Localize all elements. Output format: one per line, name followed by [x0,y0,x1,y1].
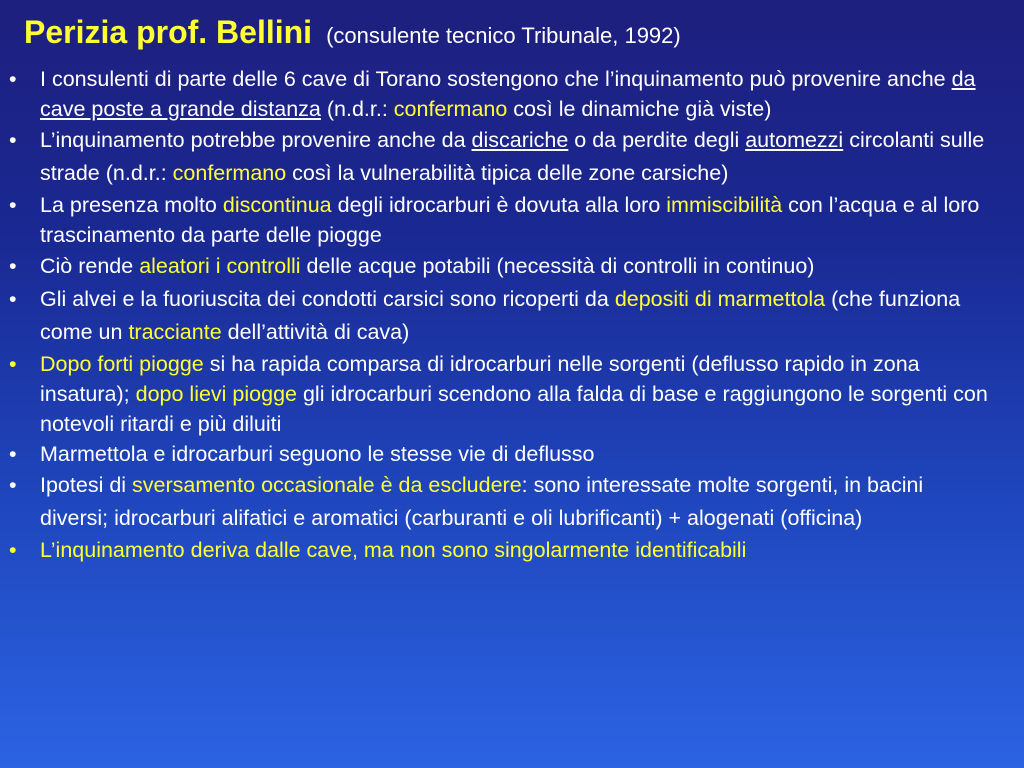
bullet-3-highlight: discontinua [222,193,332,217]
bullet-item-5 [0,283,1024,349]
bullet-9-highlight: L’inquinamento deriva dalle cave, ma non sono singolarmente identificabili [40,538,747,562]
bullet-5-text-2: (che funziona come un [40,287,961,344]
bullet-dot-icon: • [9,67,17,91]
bullet-dot-icon: • [9,254,17,278]
bullet-6-text-2: gli idrocarburi scendono alla falda di base e raggiungono le sorgenti con notevoli ritardi e più diluiti [40,382,988,436]
bullet-dot-icon: • [9,287,17,311]
bullet-2-text-4: così la vulnerabilità tipica delle zone carsiche) [286,161,729,185]
bullet-4-text: Ciò rende [40,254,140,278]
bullet-5-highlight: depositi di marmettola [614,287,826,311]
bullet-2-text-2: o da perdite degli [568,128,746,152]
bullet-4-text-2: delle acque potabili (necessità di controlli in continuo) [300,254,815,278]
bullet-1-underlined: da cave poste a grande distanza [40,67,976,121]
bullet-item-6 [0,349,1024,439]
bullet-dot-icon: • [9,193,17,217]
bullet-dot-icon: • [9,473,17,497]
bullet-item-3 [0,190,1024,250]
bullet-1-text-3: così le dinamiche già viste) [507,97,772,121]
bullet-2-highlight: confermano [172,161,287,185]
bullet-8-text-2: : sono interessate molte sorgenti, in bacini diversi; idrocarburi alifatici e aromatici (carburanti e oli lubrificanti) + alogenati (officina) [40,473,924,530]
title-subtitle: (consulente tecnico Tribunale, 1992) [326,23,681,48]
bullet-item-9 [0,535,1024,565]
bullet-3-highlight-2: immiscibilità [666,193,783,217]
bullet-1-text-2: (n.d.r.: [320,97,394,121]
bullet-item-2 [0,124,1024,190]
bullet-3-text: La presenza molto [40,193,223,217]
bullet-4-highlight: aleatori i controlli [139,254,301,278]
bullet-8-highlight: sversamento occasionale è da escludere [132,473,522,497]
bullet-dot-icon: • [9,442,17,466]
bullet-dot-icon: • [9,538,17,562]
bullet-2-underlined: discariche [471,128,569,152]
bullet-5-text-3: dell’attività di cava) [221,320,410,344]
bullet-6-highlight: Dopo forti piogge [40,352,204,376]
bullet-3-text-3: con l’acqua e al loro trascinamento da parte delle piogge [40,193,980,247]
bullet-1-highlight: confermano [393,97,508,121]
bullet-2-text-3: circolanti sulle strade (n.d.r.: [40,128,985,185]
bullet-5-highlight-2: tracciante [128,320,222,344]
bullet-6-text: si ha rapida comparsa di idrocarburi nelle sorgenti (deflusso rapido in zona insatura); [40,352,920,406]
bullet-item-4 [0,250,1024,283]
bullet-7-text: Marmettola e idrocarburi seguono le stesse vie di deflusso [40,442,595,466]
bullet-8-text: Ipotesi di [40,473,133,497]
bullet-6-highlight-2: dopo lievi piogge [135,382,297,406]
bullet-item-8 [0,469,1024,535]
bullet-2-text: L’inquinamento potrebbe provenire anche da [40,128,472,152]
bullet-dot-icon: • [9,128,17,152]
bullet-item-1 [0,64,1024,124]
slide-title [24,14,681,51]
bullet-list [0,64,1024,565]
bullet-5-text: Gli alvei e la fuoriuscita dei condotti carsici sono ricoperti da [40,287,615,311]
bullet-2-underlined-2: automezzi [745,128,844,152]
title-main: Perizia prof. Bellini [24,14,313,50]
bullet-dot-icon: • [9,352,17,376]
bullet-item-7 [0,439,1024,469]
bullet-1-text: I consulenti di parte delle 6 cave di Torano sostengono che l’inquinamento può provenire anche [40,67,952,91]
bullet-3-text-2: degli idrocarburi è dovuta alla loro [331,193,667,217]
